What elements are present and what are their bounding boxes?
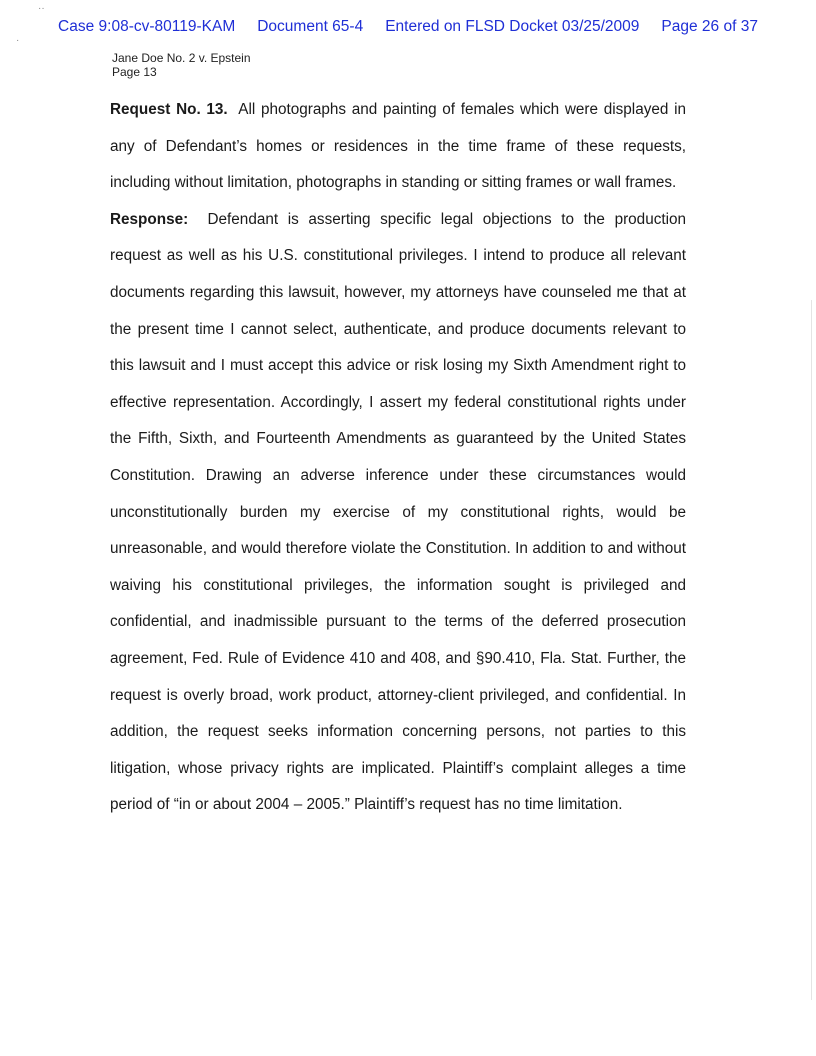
page-counter: Page 26 of 37 bbox=[661, 18, 758, 35]
document-caption bbox=[112, 51, 251, 79]
scan-edge-line bbox=[811, 300, 812, 1000]
request-label: Request No. 13. bbox=[110, 101, 228, 118]
case-title: Jane Doe No. 2 v. Epstein bbox=[112, 51, 251, 65]
request-text: All photographs and painting of females which were displayed in any of Defendant’s homes or residences in the time frame of these requests, including without limitation, photographs in standing or sitting frames or wall frames. bbox=[110, 101, 686, 192]
docket-entry-date: Entered on FLSD Docket 03/25/2009 bbox=[385, 18, 640, 35]
case-number: Case 9:08-cv-80119-KAM bbox=[58, 18, 236, 35]
document-number: Document 65-4 bbox=[257, 18, 364, 35]
page-label: Page 13 bbox=[112, 65, 157, 79]
response-label: Response: bbox=[110, 210, 189, 228]
response-paragraph bbox=[110, 202, 686, 824]
document-body bbox=[110, 92, 686, 824]
request-paragraph bbox=[110, 92, 686, 202]
ecf-header-stamp bbox=[0, 17, 816, 37]
scan-speck: ·· bbox=[38, 3, 45, 14]
scan-speck: · bbox=[16, 35, 20, 46]
response-text: Defendant is asserting specific legal objections to the production request as well as his U.S. constitutional privileges. I intend to produce all relevant documents regarding this lawsuit, however, my attorneys have counseled me that at the present time I cannot select, authenticate, and produce documents relevant to this lawsuit and I must accept this advice or risk losing my Sixth Amendment right to effective representation. Accordingly, I assert my federal constitutional rights under the Fifth, Sixth, and Fourteenth Amendments as guaranteed by the United States Constitution. Drawing an adverse inference under these circumstances would unconstitutionally burden my exercise of my constitutional rights, would be unreasonable, and would therefore violate the Constitution. In addition to and without waiving his constitutional privileges, the information sought is privileged and confidential, and inadmissible pursuant to the terms of the deferred prosecution agreement, Fed. Rule of Evidence 410 and 408, and §90.410, Fla. Stat. Further, the request is overly broad, work product, attorney-client privileged, and confidential. In addition, the request seeks information concerning persons, not parties to this litigation, whose privacy rights are implicated. Plaintiff’s complaint alleges a time period of “in or about 2004 – 2005.” Plaintiff’s request has no time limitation. bbox=[110, 210, 687, 814]
